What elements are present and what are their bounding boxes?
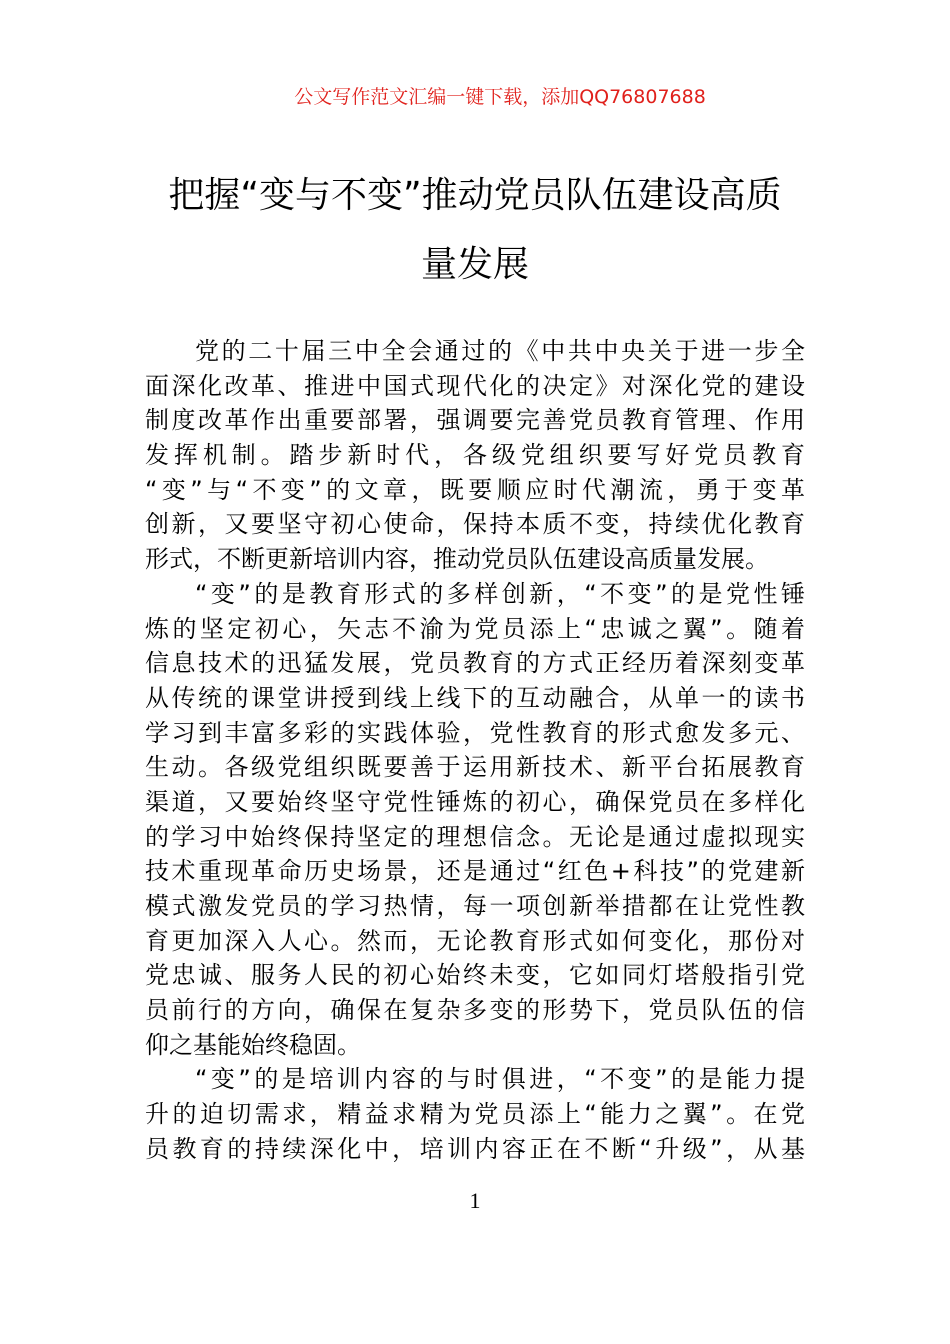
paragraph-line: 的学习中始终保持坚定的理想信念。无论是通过虚拟现实	[145, 822, 805, 851]
paragraph-line: “变”与“不变”的文章，既要顺应时代潮流，勇于变革	[145, 475, 805, 504]
paragraph-line: 创新，又要坚守初心使命，保持本质不变，持续优化教育	[145, 510, 805, 539]
paragraph	[145, 1062, 805, 1166]
paragraph-line: 从传统的课堂讲授到线上线下的互动融合，从单一的读书	[145, 683, 805, 712]
paragraph-line: 面深化改革、推进中国式现代化的决定》对深化党的建设	[145, 371, 805, 400]
paragraph	[145, 577, 805, 1063]
paragraph-line: 形式，不断更新培训内容，推动党员队伍建设高质量发展。	[145, 545, 769, 574]
document-title-line-1: 把握“变与不变”推动党员队伍建设高质	[168, 175, 782, 216]
paragraph-line: 炼的坚定初心，矢志不渝为党员添上“忠诚之翼”。随着	[145, 614, 805, 643]
download-promo-text: 公文写作范文汇编一键下载，添加QQ76807688	[294, 86, 706, 108]
paragraph-line: “变”的是教育形式的多样创新，“不变”的是党性锤	[195, 579, 805, 608]
paragraph-line: 升的迫切需求，精益求精为党员添上“能力之翼”。在党	[145, 1100, 805, 1129]
paragraph-line: 员教育的持续深化中，培训内容正在不断“升级”，从基	[145, 1134, 805, 1163]
paragraph-line: 技术重现革命历史场景，还是通过“红色+科技”的党建新	[145, 857, 805, 886]
document-title-line-2: 量发展	[420, 244, 529, 285]
paragraph-line: 发挥机制。踏步新时代，各级党组织要写好党员教育	[145, 441, 805, 470]
paragraph-line: 渠道，又要始终坚守党性锤炼的初心，确保党员在多样化	[145, 787, 805, 816]
paragraph-line: 仰之基能始终稳固。	[145, 1030, 361, 1059]
paragraph-line: 员前行的方向，确保在复杂多变的形势下，党员队伍的信	[145, 996, 805, 1025]
paragraph-line: 模式激发党员的学习热情，每一项创新举措都在让党性教	[145, 892, 805, 920]
paragraph-line: 制度改革作出重要部署，强调要完善党员教育管理、作用	[145, 406, 805, 435]
paragraph-line: 生动。各级党组织既要善于运用新技术、新平台拓展教育	[145, 753, 805, 782]
page-number: 1	[469, 1188, 481, 1213]
paragraph	[145, 334, 805, 577]
paragraph-line: “变”的是培训内容的与时俱进，“不变”的是能力提	[195, 1065, 805, 1094]
document-body	[145, 334, 805, 1167]
paragraph-line: 党忠诚、服务人民的初心始终未变，它如同灯塔般指引党	[145, 961, 805, 990]
paragraph-line: 党的二十届三中全会通过的《中共中央关于进一步全	[195, 337, 805, 365]
paragraph-line: 信息技术的迅猛发展，党员教育的方式正经历着深刻变革	[145, 649, 805, 678]
paragraph-line: 学习到丰富多彩的实践体验，党性教育的形式愈发多元、	[145, 718, 805, 747]
paragraph-line: 育更加深入人心。然而，无论教育形式如何变化，那份对	[145, 926, 805, 955]
